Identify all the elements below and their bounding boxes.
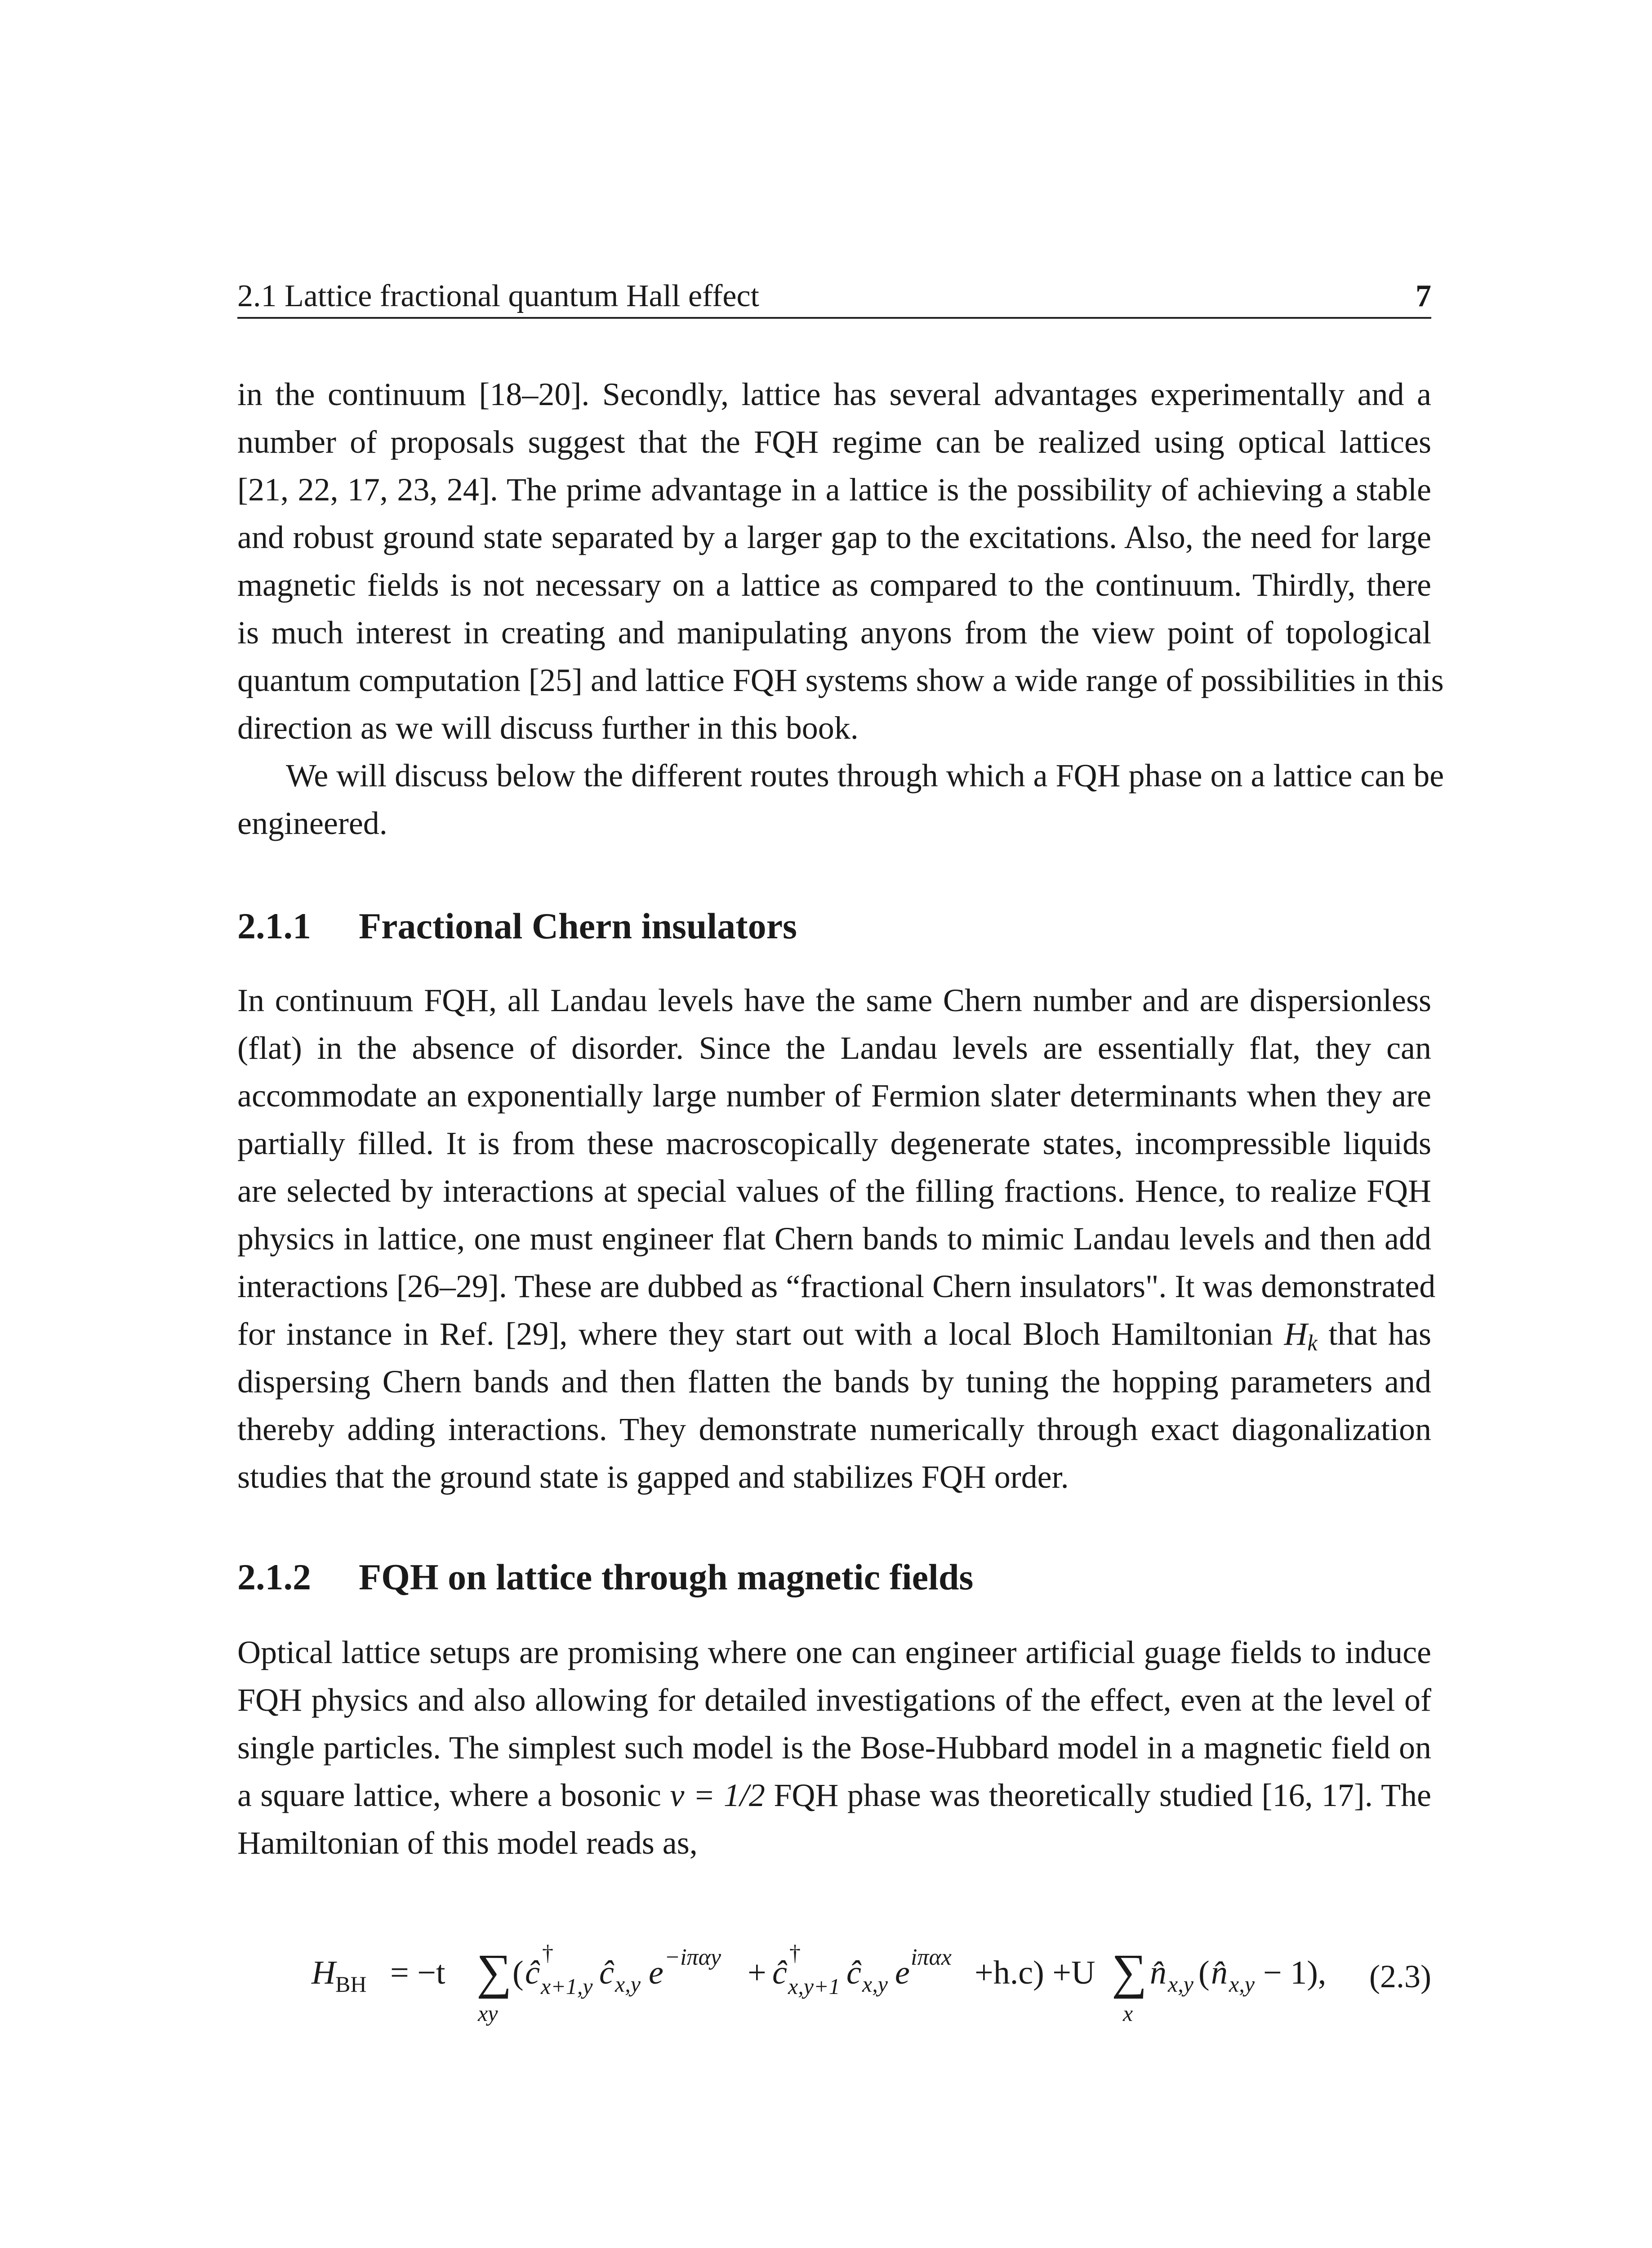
- exp-e: e: [649, 1954, 663, 1991]
- body-line: [21, 22, 17, 23, 24]. The prime advantage in a lattice is the possibility of achieving a stable: [237, 472, 1431, 508]
- math-subscript: k: [1307, 1330, 1318, 1356]
- body-line: magnetic fields is not necessary on a lattice as compared to the continuum. Thirdly, there: [237, 567, 1431, 603]
- body-line: is much interest in creating and manipulating anyons from the view point of topological: [237, 615, 1431, 651]
- sum-symbol-2: ∑: [1112, 1944, 1147, 1999]
- body-line: direction as we will discuss further in this book.: [237, 710, 859, 746]
- operator-c: ĉ: [599, 1954, 614, 1991]
- body-line: engineered.: [237, 805, 387, 841]
- running-header: [237, 272, 1431, 319]
- section-title: FQH on lattice through magnetic fields: [359, 1557, 974, 1597]
- exp-superscript: iπαx: [911, 1945, 952, 1970]
- exp-superscript: −iπαy: [664, 1945, 721, 1970]
- page-number: 7: [1416, 279, 1431, 313]
- op-subscript: x,y: [862, 1971, 888, 1997]
- math-hamiltonian: H: [1284, 1316, 1308, 1352]
- section-heading-2-1-2: [237, 1555, 1431, 1600]
- body-line: accommodate an exponentially large number of Fermion slater determinants when they are: [237, 1078, 1431, 1114]
- body-line: interactions [26–29]. These are dubbed as “fractional Chern insulators". It was demonstrated: [237, 1268, 1436, 1304]
- operator-n: n̂: [1211, 1954, 1228, 1991]
- body-line: dispersing Chern bands and then flatten the bands by tuning the hopping parameters and: [237, 1364, 1431, 1400]
- running-title: 2.1 Lattice fractional quantum Hall effect: [237, 279, 759, 313]
- dagger: †: [789, 1940, 801, 1965]
- body-line: Hamiltonian of this model reads as,: [237, 1825, 698, 1861]
- math-filling: ν = 1/2: [670, 1777, 765, 1813]
- operator-c: ĉ: [772, 1954, 787, 1991]
- equation-body: [237, 1933, 1431, 2050]
- body-line: and robust ground state separated by a larger gap to the excitations. Also, the need for large: [237, 519, 1431, 555]
- eq-lhs: H: [312, 1954, 336, 1991]
- sum1-subscript: xy: [478, 2001, 498, 2026]
- body-line: FQH physics and also allowing for detailed investigations of the effect, even at the level of: [237, 1682, 1431, 1718]
- body-line: In continuum FQH, all Landau levels have the same Chern number and are dispersionless: [237, 982, 1431, 1018]
- line-text: FQH phase was theoretically studied [16, 17]. The: [765, 1777, 1432, 1813]
- body-line: We will discuss below the different routes through which a FQH phase on a lattice can be: [286, 758, 1444, 794]
- sum-symbol-1: ∑: [476, 1944, 512, 1999]
- equation-2-3: [237, 1933, 1431, 2050]
- body-line: number of proposals suggest that the FQH regime can be realized using optical lattices: [237, 424, 1431, 460]
- eq-lhs-sub: BH: [335, 1971, 367, 1997]
- body-line: partially filled. It is from these macroscopically degenerate states, incompressible liquids: [237, 1125, 1431, 1161]
- op-subscript: x,y: [1229, 1971, 1255, 1997]
- body-line: in the continuum [18–20]. Secondly, lattice has several advantages experimentally and a: [237, 376, 1431, 412]
- body-line: Optical lattice setups are promising where one can engineer artificial guage fields to induce: [237, 1634, 1431, 1670]
- body-line: studies that the ground state is gapped and stabilizes FQH order.: [237, 1459, 1069, 1495]
- body-line: physics in lattice, one must engineer flat Chern bands to mimic Landau levels and then add: [237, 1221, 1431, 1257]
- body-line: quantum computation [25] and lattice FQH systems show a wide range of possibilities in this: [237, 662, 1444, 698]
- eq-paren: (: [512, 1954, 524, 1991]
- operator-c: ĉ: [846, 1954, 861, 1991]
- section-heading-2-1-1: [237, 904, 1431, 949]
- line-text: for instance in Ref. [29], where they start out with a local Bloch Hamiltonian: [237, 1316, 1284, 1352]
- op-subscript: x,y: [1168, 1971, 1193, 1997]
- body-line: thereby adding interactions. They demonstrate numerically through exact diagonalization: [237, 1411, 1431, 1447]
- body-line: are selected by interactions at special values of the filling fractions. Hence, to realize FQH: [237, 1173, 1431, 1209]
- body-line-with-math: [237, 1771, 1431, 1819]
- operator-n: n̂: [1150, 1954, 1167, 1991]
- section-title: Fractional Chern insulators: [359, 905, 797, 946]
- exp-e: e: [895, 1954, 910, 1991]
- plus-sign: +: [748, 1954, 766, 1991]
- body-line-with-math: [237, 1310, 1431, 1358]
- eq-tail: − 1),: [1263, 1954, 1327, 1991]
- section-number: 2.1.1: [237, 905, 311, 946]
- eq-equals: = −t: [390, 1954, 445, 1991]
- eq-hc-term: +h.c) +U: [975, 1954, 1095, 1991]
- op-subscript: x,y+1: [788, 1974, 840, 1999]
- body-line: (flat) in the absence of disorder. Since the Landau levels are essentially flat, they can: [237, 1030, 1431, 1066]
- line-text: a square lattice, where a bosonic: [237, 1777, 670, 1813]
- dagger: †: [542, 1940, 553, 1965]
- op-subscript: x+1,y: [541, 1974, 593, 1999]
- line-text: that has: [1317, 1316, 1431, 1352]
- op-subscript: x,y: [615, 1971, 641, 1997]
- body-line: single particles. The simplest such model is the Bose-Hubbard model in a magnetic field on: [237, 1730, 1431, 1766]
- operator-c: ĉ: [525, 1954, 540, 1991]
- equation-number: (2.3): [1369, 1958, 1431, 1994]
- section-number: 2.1.2: [237, 1557, 311, 1597]
- eq-paren: (: [1198, 1954, 1210, 1991]
- sum2-subscript: x: [1123, 2001, 1133, 2026]
